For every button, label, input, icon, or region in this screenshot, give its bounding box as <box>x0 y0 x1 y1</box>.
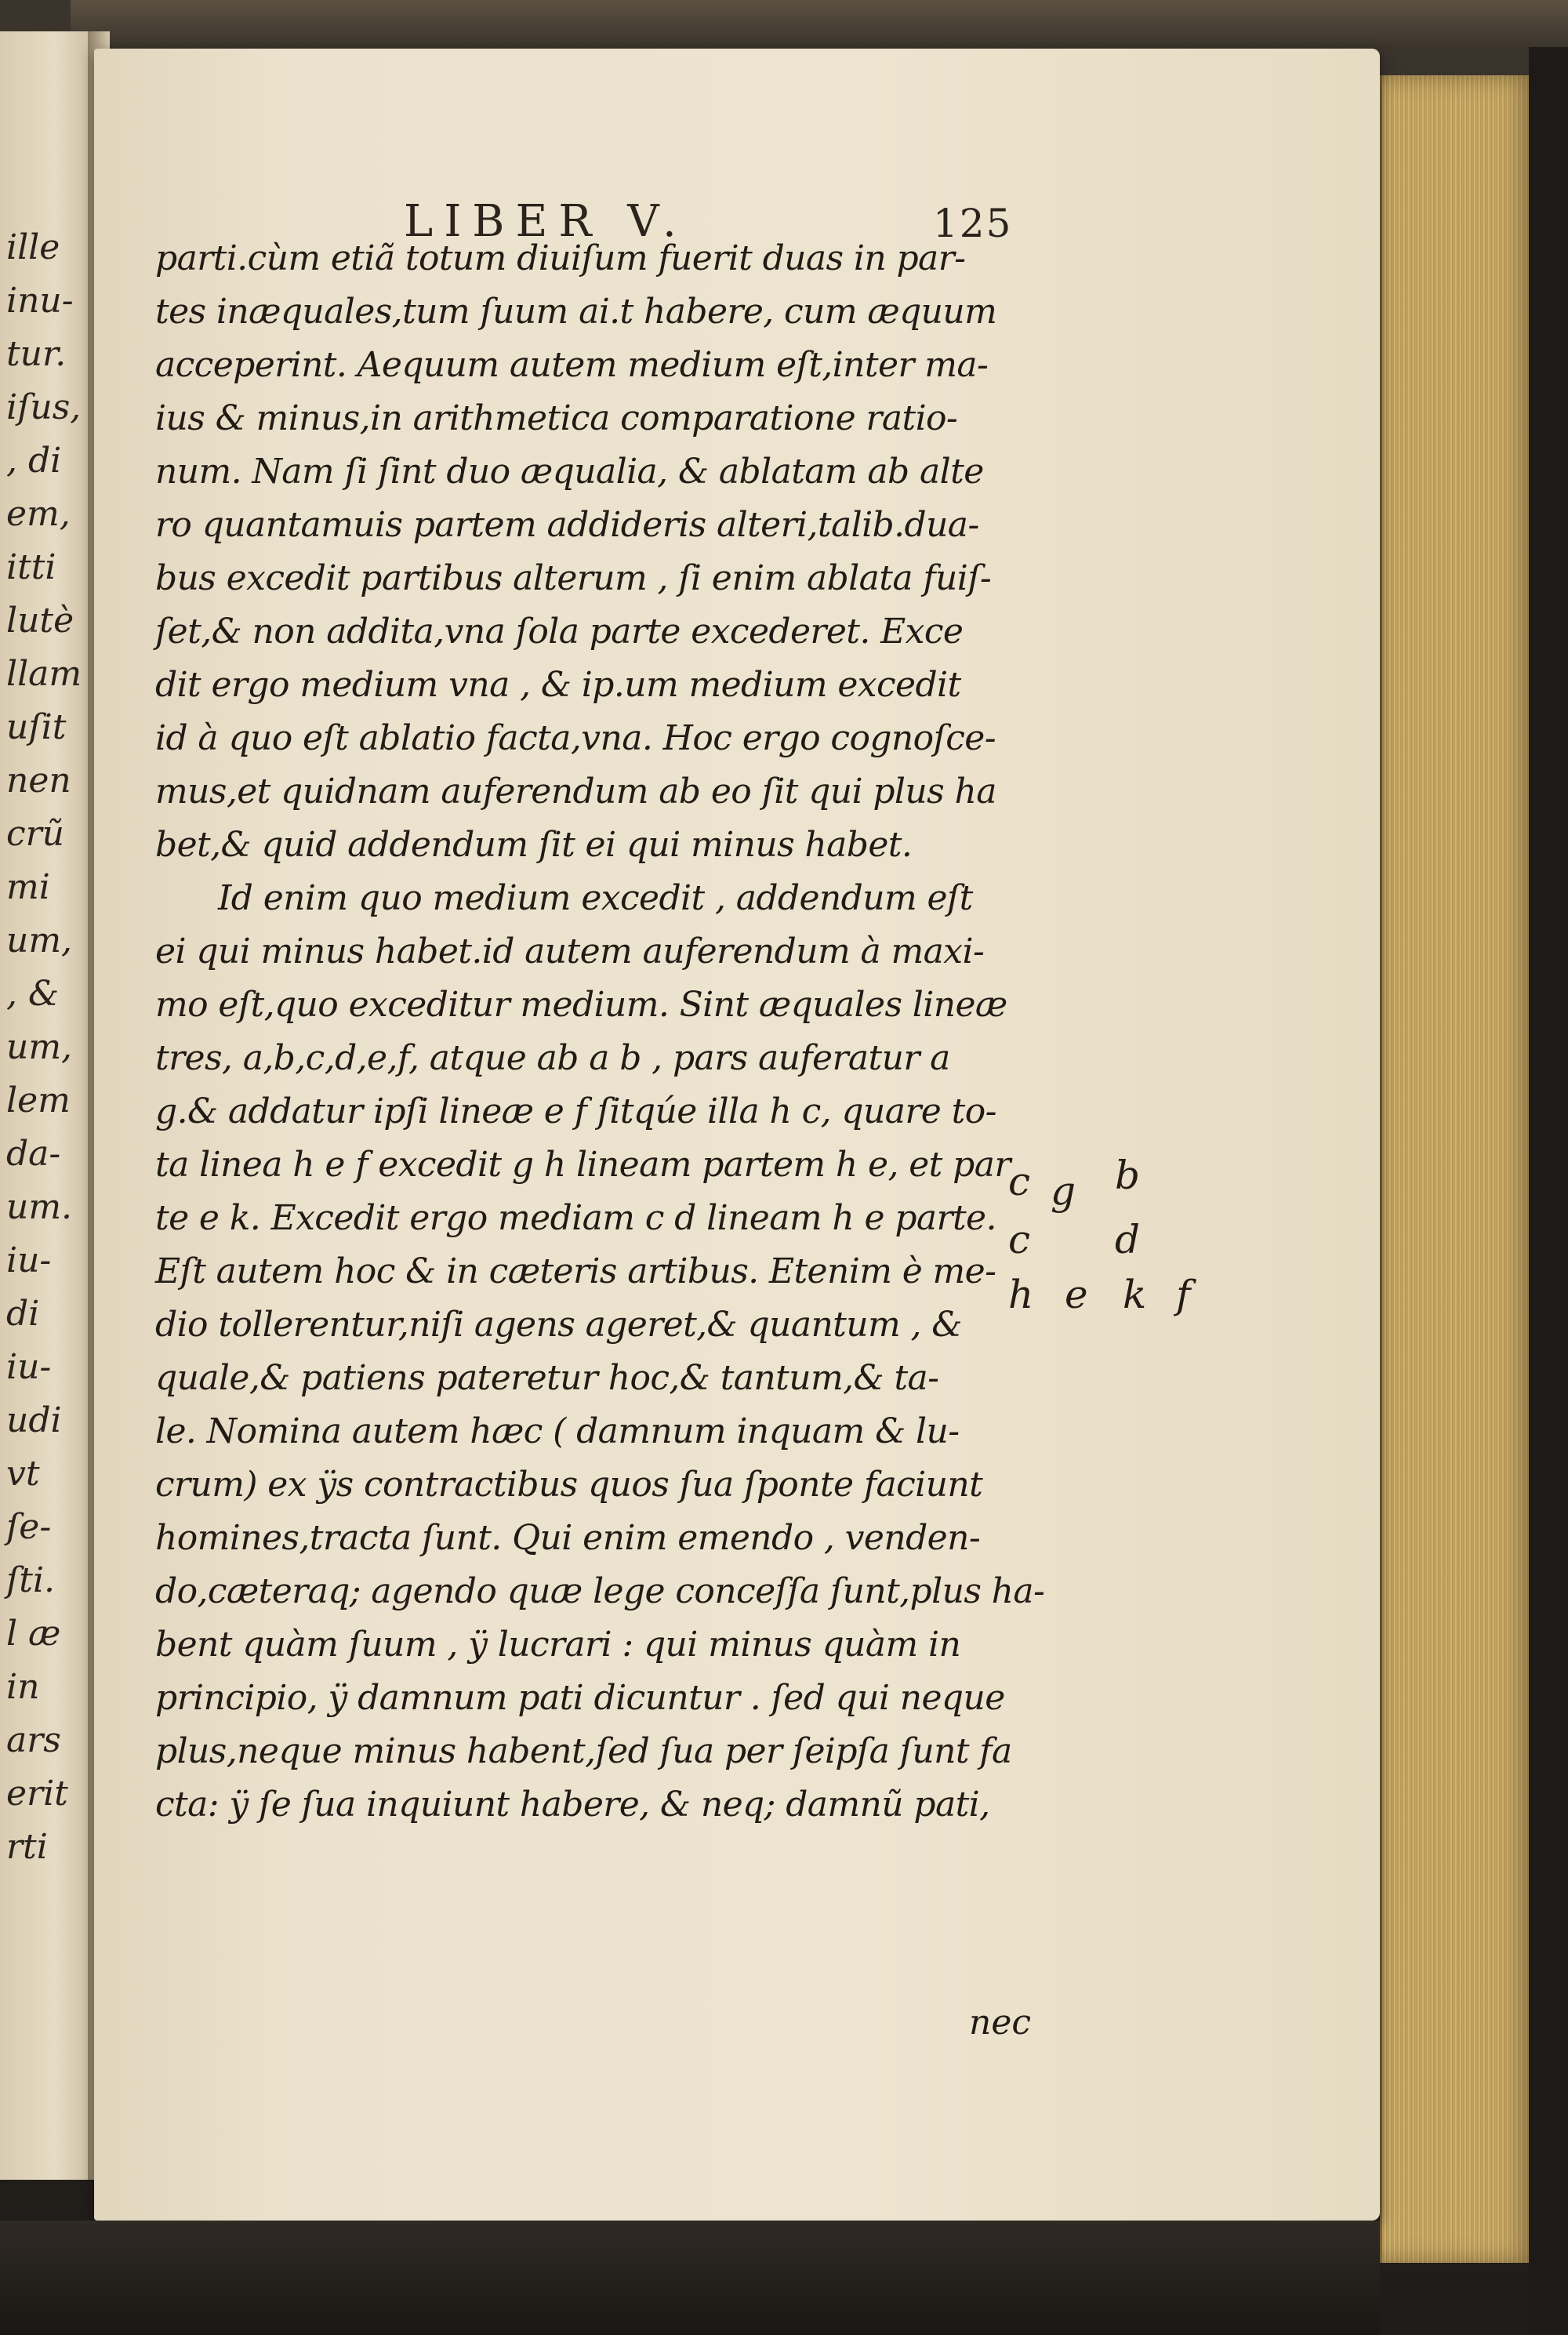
figure-letter: c <box>1008 1159 1031 1204</box>
left-page-fragment: nen <box>6 761 71 801</box>
text-line: le. Nomina autem hæc ( damnum inquam & lu- <box>155 1411 960 1451</box>
left-page-fragment: ille <box>6 227 60 267</box>
text-line: ta linea h e f excedit g h lineam partem h e, et par <box>155 1145 1011 1185</box>
left-page-fragment: iu- <box>6 1240 52 1280</box>
text-line: ro quantamuis partem addideris alteri,talib.dua- <box>155 505 979 545</box>
left-page-fragment: um. <box>6 1187 73 1227</box>
text-line: homines,tracta ſunt. Qui enim emendo , venden- <box>155 1518 981 1558</box>
left-page-fragment: ſe- <box>6 1507 52 1547</box>
text-line: cta: ÿ ſe ſua inquiunt habere, & neq; damnũ pati, <box>155 1785 990 1825</box>
text-line: ius & minus,in arithmetica comparatione ratio- <box>155 398 958 438</box>
text-line: crum) ex ÿs contractibus quos ſua ſponte faciunt <box>155 1465 983 1505</box>
left-page-fragment: tur. <box>6 334 67 374</box>
text-line: parti.cùm etiã totum diuiſum fuerit duas in par- <box>155 238 966 278</box>
left-page-fragment: llam <box>6 654 82 694</box>
left-page-fragment: crũ <box>6 814 65 854</box>
figure-letter: f <box>1176 1272 1191 1317</box>
left-page-edge <box>0 31 95 2180</box>
left-page-fragment: ſti. <box>6 1560 56 1600</box>
left-page-fragment: em, <box>6 494 71 534</box>
left-page-fragment: , & <box>6 974 60 1014</box>
figure-letter: h <box>1008 1272 1034 1317</box>
left-page-fragment: rti <box>6 1827 48 1867</box>
text-line: plus,neque minus habent,ſed ſua per ſeipſa ſunt fa <box>155 1731 1012 1771</box>
book-fore-edge <box>1380 75 1539 2263</box>
left-page-fragment: iſus, <box>6 387 82 427</box>
left-page-fragment: , di <box>6 441 62 481</box>
text-line: mo eſt,quo exceditur medium. Sint æquales lineæ <box>155 985 1007 1025</box>
left-page-fragment: l æ <box>6 1614 61 1654</box>
text-line: tres, a,b,c,d,e,f, atque ab a b , pars auferatur a <box>155 1038 950 1078</box>
page-number: 125 <box>933 201 1013 246</box>
left-page-fragment: uſit <box>6 707 67 747</box>
text-line: dit ergo medium vna , & ip.um medium excedit <box>155 665 961 705</box>
text-line: mus,et quidnam auferendum ab eo ſit qui plus ha <box>155 772 996 812</box>
left-page-fragment: lem <box>6 1080 71 1120</box>
left-page-fragment: um, <box>6 921 73 961</box>
text-line: g.& addatur ipſi lineæ e f ſitqúe illa h c, quare to- <box>155 1091 996 1131</box>
left-page-fragment: erit <box>6 1774 68 1814</box>
book-top-edge <box>71 0 1568 47</box>
left-page-fragment: in <box>6 1667 40 1707</box>
paragraph-first-line: Id enim quo medium excedit , addendum eſt <box>218 878 973 918</box>
left-page-fragment: lutè <box>6 601 74 641</box>
running-title: LIBER V. <box>404 196 688 247</box>
figure-letter: k <box>1123 1272 1147 1317</box>
left-page-fragment: da- <box>6 1134 61 1174</box>
left-page-fragment: iu- <box>6 1347 52 1387</box>
left-page-fragment: ars <box>6 1720 61 1760</box>
left-page-fragment: vt <box>6 1454 40 1494</box>
background-right <box>1529 47 1568 2335</box>
text-line: principio, ÿ damnum pati dicuntur . ſed qui neque <box>155 1678 1005 1718</box>
text-line: bent quàm ſuum , ÿ lucrari : qui minus quàm in <box>155 1625 961 1665</box>
left-page-fragment: udi <box>6 1400 62 1440</box>
text-line: acceperint. Aequum autem medium eſt,inter ma- <box>155 345 989 385</box>
figure-letter: d <box>1115 1217 1141 1262</box>
text-line: num. Nam ſi ſint duo æqualia, & ablatam ab alte <box>155 452 984 492</box>
left-page-fragment: mi <box>6 867 50 907</box>
text-line: quale,& patiens pateretur hoc,& tantum,& ta- <box>155 1358 939 1398</box>
text-line: ſet,& non addita,vna ſola parte excederet. Exce <box>155 612 964 652</box>
left-page-fragment: di <box>6 1294 40 1334</box>
text-line: id à quo eſt ablatio facta,vna. Hoc ergo cognoſce- <box>155 718 996 758</box>
figure-letter: c <box>1008 1217 1031 1262</box>
figure-letter: e <box>1065 1272 1088 1317</box>
text-line: tes inæquales,tum ſuum ai.t habere, cum æquum <box>155 292 997 332</box>
figure-letter: b <box>1115 1153 1141 1198</box>
text-line: Eſt autem hoc & in cæteris artibus. Etenim è me- <box>155 1251 996 1291</box>
left-page-fragment: inu- <box>6 281 74 321</box>
text-line: dio tollerentur,niſi agens ageret,& quantum , & <box>155 1305 962 1345</box>
left-page-fragment: um, <box>6 1027 73 1067</box>
text-line: ei qui minus habet.id autem auferendum à maxi- <box>155 931 985 971</box>
left-page-fragment: itti <box>6 547 56 587</box>
catchword: nec <box>969 2003 1032 2043</box>
text-line: bus excedit partibus alterum , ſi enim ablata fuiſ- <box>155 558 992 598</box>
text-line: do,cæteraq; agendo quæ lege conceſſa ſunt,plus ha- <box>155 1571 1045 1611</box>
book-bottom-shadow <box>0 2221 1380 2335</box>
text-line: bet,& quid addendum ſit ei qui minus habet. <box>155 825 913 865</box>
figure-letter: g <box>1051 1168 1076 1214</box>
text-line: te e k. Excedit ergo mediam c d lineam h e parte. <box>155 1198 996 1238</box>
